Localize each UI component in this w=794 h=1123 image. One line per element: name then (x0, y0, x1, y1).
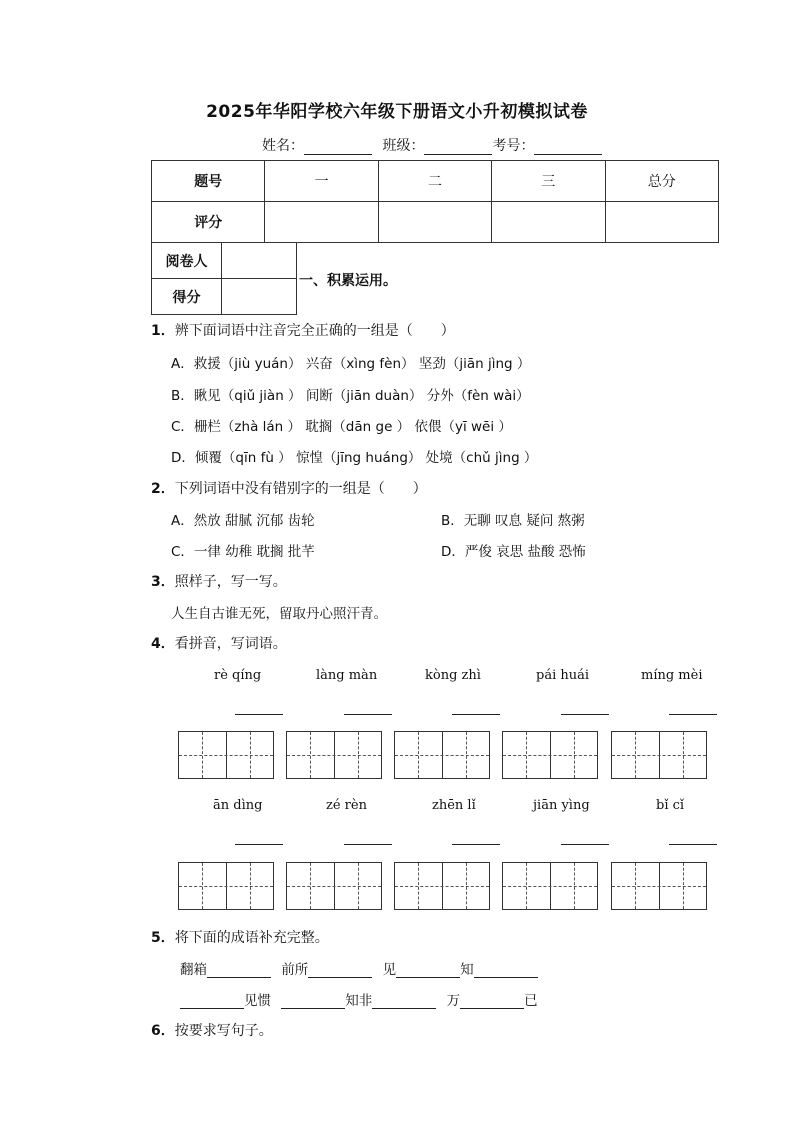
score-cell[interactable] (492, 202, 605, 243)
option-letter: C． (171, 419, 194, 435)
q1-option-c[interactable] (171, 415, 512, 435)
idiom-text: 见 (382, 962, 397, 978)
writing-grid[interactable] (611, 862, 707, 910)
pinyin-label: ān dìng (213, 798, 263, 813)
pinyin-label: kòng zhì (425, 668, 481, 683)
writing-grid[interactable] (394, 731, 490, 779)
question-number: 4． (151, 636, 175, 652)
exam-no-label: 考号： (492, 138, 535, 154)
q3-example: 人生自古谁无死，留取丹心照汗青。 (171, 606, 387, 622)
name-label: 姓名： (262, 138, 304, 154)
score-row-label: 评分 (152, 202, 265, 243)
score-header-cell: 总分 (605, 161, 718, 202)
question-4 (151, 633, 287, 653)
student-info (262, 135, 602, 155)
answer-line (452, 844, 500, 845)
idiom-blank[interactable] (180, 994, 244, 1009)
idiom-blank[interactable] (396, 963, 460, 978)
writing-grid[interactable] (178, 731, 274, 779)
pinyin-label: míng mèi (641, 668, 703, 683)
question-stem: 将下面的成语补充完整。 (174, 930, 329, 946)
answer-line (669, 844, 717, 845)
option-letter: B． (441, 513, 464, 529)
q1-option-b[interactable] (171, 384, 530, 404)
name-blank[interactable] (304, 140, 372, 155)
question-6 (151, 1020, 273, 1040)
writing-grid[interactable] (394, 862, 490, 910)
answer-line (344, 714, 392, 715)
answer-line (235, 844, 283, 845)
page-title: 2025年华阳学校六年级下册语文小升初模拟试卷 (206, 102, 588, 122)
class-blank[interactable] (424, 140, 492, 155)
score-header-cell: 一 (265, 161, 378, 202)
writing-grid[interactable] (286, 862, 382, 910)
answer-line (235, 714, 283, 715)
option-text: 救援（jiù yuán） 兴奋（xìng fèn） 坚劲（jiān jìng ） (193, 356, 531, 372)
score-header-cell: 二 (378, 161, 491, 202)
score-table (151, 160, 719, 243)
question-number: 3． (151, 574, 175, 590)
idiom-text: 已 (524, 993, 538, 1009)
question-2 (151, 478, 427, 498)
pinyin-label: pái huái (536, 668, 590, 683)
q2-option-d[interactable] (441, 540, 586, 560)
idiom-blank[interactable] (474, 963, 538, 978)
idiom-blank[interactable] (460, 994, 524, 1009)
idiom-text: 前所 (281, 962, 309, 978)
score-cell[interactable] (265, 202, 378, 243)
question-stem: 按要求写句子。 (174, 1023, 273, 1039)
option-letter: D． (441, 544, 465, 560)
idiom-text: 知非 (345, 993, 373, 1009)
question-3 (151, 571, 287, 591)
question-1 (151, 320, 455, 340)
question-number: 5． (151, 930, 175, 946)
idiom-blank[interactable] (281, 994, 345, 1009)
idiom-text: 知 (460, 962, 474, 978)
score-header-cell: 题号 (152, 161, 265, 202)
answer-line (452, 714, 500, 715)
question-stem: 辨下面词语中注音完全正确的一组是（ ） (174, 323, 455, 339)
idiom-line-1 (180, 958, 538, 978)
score-header-cell: 三 (492, 161, 605, 202)
question-stem: 照样子，写一写。 (174, 574, 287, 590)
section-title: 一、积累运用。 (299, 273, 397, 289)
reviewer-cell[interactable] (222, 243, 297, 279)
pinyin-label: zé rèn (326, 798, 367, 813)
option-text: 栅栏（zhà lán ） 耽搁（dān ge ） 依偎（yī wēi ） (193, 419, 512, 435)
q1-option-d[interactable] (171, 446, 537, 466)
option-text: 瞅见（qiǔ jiàn ） 间断（jiān duàn） 分外（fèn wài） (193, 388, 530, 404)
option-letter: B． (171, 388, 194, 404)
question-5 (151, 927, 329, 947)
option-text: 倾覆（qīn fù ） 惊惶（jīng huáng） 处境（chǔ jìng ） (194, 450, 538, 466)
answer-line (561, 714, 609, 715)
question-number: 2． (151, 481, 175, 497)
score-cell[interactable] (378, 202, 491, 243)
pinyin-label: rè qíng (214, 668, 262, 683)
question-number: 6． (151, 1023, 175, 1039)
answer-line (344, 844, 392, 845)
idiom-text: 万 (446, 993, 461, 1009)
class-label: 班级： (382, 138, 425, 154)
reviewer-score-cell[interactable] (222, 279, 297, 315)
question-stem: 看拼音，写词语。 (174, 636, 287, 652)
idiom-line-2 (180, 989, 538, 1009)
pinyin-label: làng màn (316, 668, 378, 683)
score-row (152, 202, 719, 243)
option-text: 严俊 哀思 盐酸 恐怖 (464, 544, 586, 560)
pinyin-label: jiān yìng (533, 798, 590, 813)
score-cell[interactable] (605, 202, 718, 243)
answer-line (561, 844, 609, 845)
writing-grid[interactable] (286, 731, 382, 779)
writing-grid[interactable] (611, 731, 707, 779)
option-text: 一律 幼稚 耽搁 批芊 (193, 544, 315, 560)
answer-line (669, 714, 717, 715)
option-text: 然放 甜腻 沉郁 齿轮 (193, 513, 315, 529)
q1-option-a[interactable] (171, 352, 530, 372)
exam-no-blank[interactable] (534, 140, 602, 155)
writing-grid[interactable] (502, 731, 598, 779)
q2-option-b[interactable] (441, 509, 585, 529)
idiom-blank[interactable] (308, 963, 372, 978)
q2-option-c[interactable] (171, 540, 315, 560)
pinyin-label: zhēn lǐ (432, 798, 476, 813)
writing-grid[interactable] (178, 862, 274, 910)
idiom-text: 见惯 (244, 993, 271, 1009)
option-letter: C． (171, 544, 194, 560)
score-header-row (152, 161, 719, 202)
reviewer-score-label: 得分 (152, 279, 222, 315)
reviewer-label: 阅卷人 (152, 243, 222, 279)
pinyin-label: bǐ cǐ (656, 798, 685, 813)
reviewer-box (151, 242, 297, 315)
question-number: 1． (151, 323, 175, 339)
idiom-blank[interactable] (207, 963, 271, 978)
q2-option-a[interactable] (171, 509, 315, 529)
option-letter: D． (171, 450, 195, 466)
option-letter: A． (171, 513, 194, 529)
question-stem: 下列词语中没有错别字的一组是（ ） (174, 481, 427, 497)
option-text: 无聊 叹息 疑问 熬粥 (463, 513, 585, 529)
writing-grid[interactable] (502, 862, 598, 910)
option-letter: A． (171, 356, 194, 372)
idiom-text: 翻箱 (180, 962, 207, 978)
idiom-blank[interactable] (372, 994, 436, 1009)
